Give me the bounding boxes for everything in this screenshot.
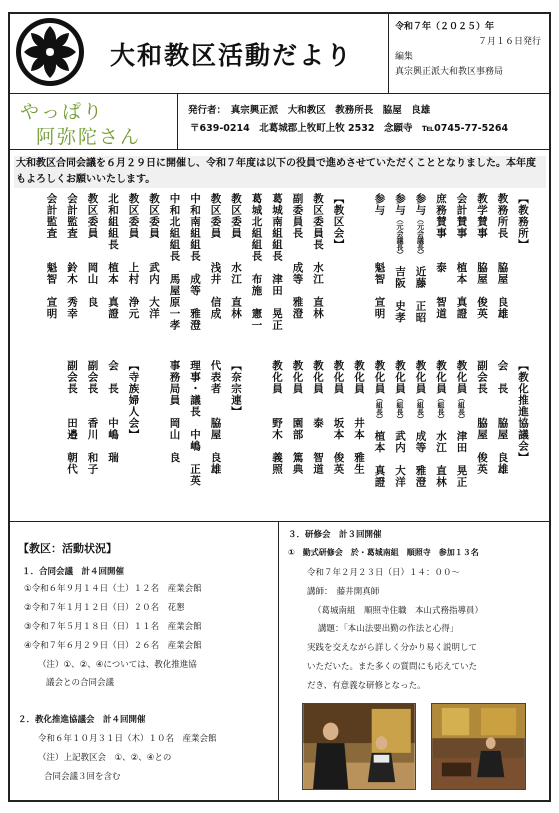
roster-text: 理事・議長 中嶋 正英 [189,360,201,487]
roster-entry [351,360,366,475]
roster-text: 教化員 [373,360,386,395]
roster-text: 教区委員長 水江 直林 [312,193,324,320]
roster-entry [249,193,264,331]
roster-text: 会計監査 魁智 宣明 [45,193,58,320]
issue-era-date: 令和７年（２０２５）年 [395,22,495,32]
roster-entry [167,360,182,464]
council-item: 令和６年１０月３１日（木）１０名 産業会館 [38,734,217,744]
publisher-line: 発行者： 真宗興正派 大和教区 教務所長 脇屋 良雄 [188,105,431,116]
issue-info [389,12,551,94]
roster-text: 教化員 [394,360,406,395]
roster-text: 教化員 [455,360,468,395]
training-photo-2 [431,703,526,790]
roster-entry [64,193,79,320]
roster-entry [105,360,120,464]
roster-name: 水江 直林 [435,419,447,488]
roster-text: 庶務賛事 泰 智道 [435,193,447,320]
roster-entry [331,193,346,251]
training-description: だき、有意義な研修となった。 [307,681,426,691]
roster-name: 成等 雅澄 [414,419,427,488]
roster-entry [515,193,530,251]
roster-text: 教区委員 水江 直林 [230,193,242,320]
roster-text: 参与 魁智 宣明 [373,193,386,320]
roster-text: 会計賛事 植本 真證 [455,193,468,320]
issue-date: ７月１６日発行 [477,37,541,47]
newsletter-title: 大和教区活動だより [110,41,354,70]
slogan-line2: 阿弥陀さん [36,126,142,148]
roster-entry [64,360,79,475]
roster-entry [290,193,305,320]
roster-entry [474,193,489,320]
roster-entry [515,360,530,464]
roster-entry [372,360,387,488]
meeting-item: ①令和６年９月１４日（土）１２名 産業会館 [24,584,202,594]
roster-entry [208,193,223,320]
training-lecturer-note: （葛城南組 順照寺住職 本山式務指導員） [313,606,484,616]
roster-entry [310,360,325,475]
roster-text: 参与 [394,193,406,216]
roster-text: 教区委員 浅井 信成 [209,193,222,320]
roster-name: 津田 晃正 [455,419,468,488]
roster-entry [454,193,469,320]
roster-text: 【教化推進協議会】 [517,360,529,464]
roster-text: 北和組組長 植本 真證 [107,193,119,320]
roster-entry [269,193,284,331]
training-photo-1 [302,703,416,790]
activities-title: 【教区：活動状況】 [18,542,117,555]
roster-entry [208,360,223,475]
roster-entry [126,193,141,320]
roster-text: 【教区会】 [332,193,345,251]
meeting-item: ②令和７年１月１２日（日）２０名 花懇 [24,603,185,613]
roster-text: 会 長 中嶋 瑞 [107,360,119,464]
roster-role-note: （組長） [416,394,425,419]
roster-entry [126,360,141,441]
roster-entry [433,193,448,320]
roster-entry [392,360,407,488]
training-date: 令和７年２月２３日（日）１４：００～ [307,568,461,578]
roster-name: 近藤 正昭 [414,254,427,324]
section1-note-cont: 議会との合同会議 [46,678,115,688]
training-item-heading: ① 勤式研修会 於・葛城南組 順照寺 参加１３名 [288,548,479,557]
roster-text: 代表者 脇屋 良雄 [209,360,222,475]
roster-entry [433,360,448,488]
slogan-box [8,94,178,150]
training-topic: 講題：「本山法要出勤の作法と心得」 [318,624,459,634]
roster-name: 武内 大洋 [394,419,406,488]
roster-text: 会 長 脇屋 良雄 [496,360,509,475]
roster-text: 副会長 脇屋 俊英 [476,360,488,475]
roster-entry [187,360,202,487]
roster-text: 教化員 [414,360,427,395]
roster-text: 副会長 田邉 朝代 [66,360,78,475]
roster-entry [372,193,387,320]
roster-text: 【教務所】 [517,193,529,251]
roster-entry [474,360,489,475]
edit-label: 編集 [395,52,414,62]
roster-text: 【奈宗連】 [230,360,242,418]
roster-role-note: （組長） [396,394,404,419]
roster-role-note: （組長） [437,394,445,419]
publisher-address: 〒639-0214 北葛城郡上牧町上牧 2532 念願寺 ℡0745-77-5264 [190,123,509,134]
roster-role-note: （元会議長） [416,216,425,255]
roster-entry [105,193,120,320]
roster-entry [413,193,428,324]
roster-text: 教務所長 脇屋 良雄 [496,193,509,320]
roster-text: 教区委員 上村 浄元 [127,193,140,320]
roster-text: 【寺族婦人会】 [127,360,140,441]
publisher-box [178,94,551,150]
meeting-item: ④令和７年６月２９日（日）２６名 産業会館 [24,641,202,651]
roster-entry [167,193,182,331]
roster-role-note: （元会議長） [396,216,404,255]
roster-text: 教区委員 武内 大洋 [148,193,160,320]
training-description: 実践を交えながら詳しく分かり易く説明して [307,643,478,653]
roster-text: 副委員長 成等 雅澄 [291,193,304,320]
roster-role-note: （組長） [375,394,384,419]
roster-entry [44,193,59,320]
roster-text: 葛城南組組長 津田 晃正 [271,193,283,331]
slogan-line1: やっぱり [20,101,105,123]
training-lecturer: 講師： 藤井開真師 [307,587,380,597]
temple-crest-icon [14,16,86,88]
roster-text: 教化員 [435,360,447,395]
roster-text: 事務局員 岡山 良 [168,360,181,464]
roster-text: 葛城北組組長 布施 憲一 [250,193,263,331]
roster-entry [228,360,243,418]
roster-entry [187,193,202,331]
training-description: いただいた。また多くの質問にも応えていた [307,662,478,672]
roster-entry [331,360,346,475]
roster-text: 教化員 野木 義照 [271,360,283,475]
roster-text: 教化員 泰 智道 [312,360,324,475]
roster-entry [495,360,510,475]
roster-text: 教学賛事 脇屋 俊英 [476,193,488,320]
roster-entry [85,193,100,308]
section1-note: （注）①、②、④については、教化推進協 [38,660,197,670]
roster-text: 教区委員 岡山 良 [86,193,99,308]
roster-role-note: （組長） [457,394,466,419]
roster-entry [228,193,243,320]
roster-text: 教化員 園部 篤典 [291,360,304,475]
section2-note: （注）上記教区会 ①、②、④との [38,753,172,763]
section2-heading: ２．教化推進協議会 計４回開催 [18,715,146,725]
roster-entry [85,360,100,475]
section1-heading: １．合同会議 計４回開催 [22,567,125,577]
roster-text: 参与 [414,193,427,216]
editor-name: 真宗興正派大和教区事務局 [395,67,504,77]
roster-entry [413,360,428,488]
training-heading: ３．研修会 計３回開催 [288,530,382,540]
roster-entry [495,193,510,320]
roster-entry [454,360,469,488]
roster-entry [392,193,407,324]
roster-text: 教化員 井本 雅生 [353,360,365,475]
roster-name: 吉阪 史孝 [394,254,406,324]
roster-text: 会計監査 鈴木 秀幸 [66,193,78,320]
roster-text: 教化員 坂本 俊英 [332,360,345,475]
roster-text: 副会長 香川 和子 [86,360,99,475]
meeting-item: ③令和７年５月１８日（日）１１名 産業会館 [24,622,202,632]
roster-text: 中和北組組長 馬屋原一孝 [168,193,181,331]
section2-note-cont: 合同会議３回を含む [44,772,121,782]
intro-text: 大和教区合同会議を６月２９日に開催し、令和７年度は以下の役員で進めさせていただくこととなりました。本年度もよろしくお願いいたします。 [14,156,546,188]
roster-entry [290,360,305,475]
roster-entry [269,360,284,475]
roster-name: 植本 真證 [373,419,386,488]
roster-text: 中和南組組長 成等 雅澄 [189,193,201,331]
roster-entry [146,193,161,320]
roster-entry [310,193,325,320]
